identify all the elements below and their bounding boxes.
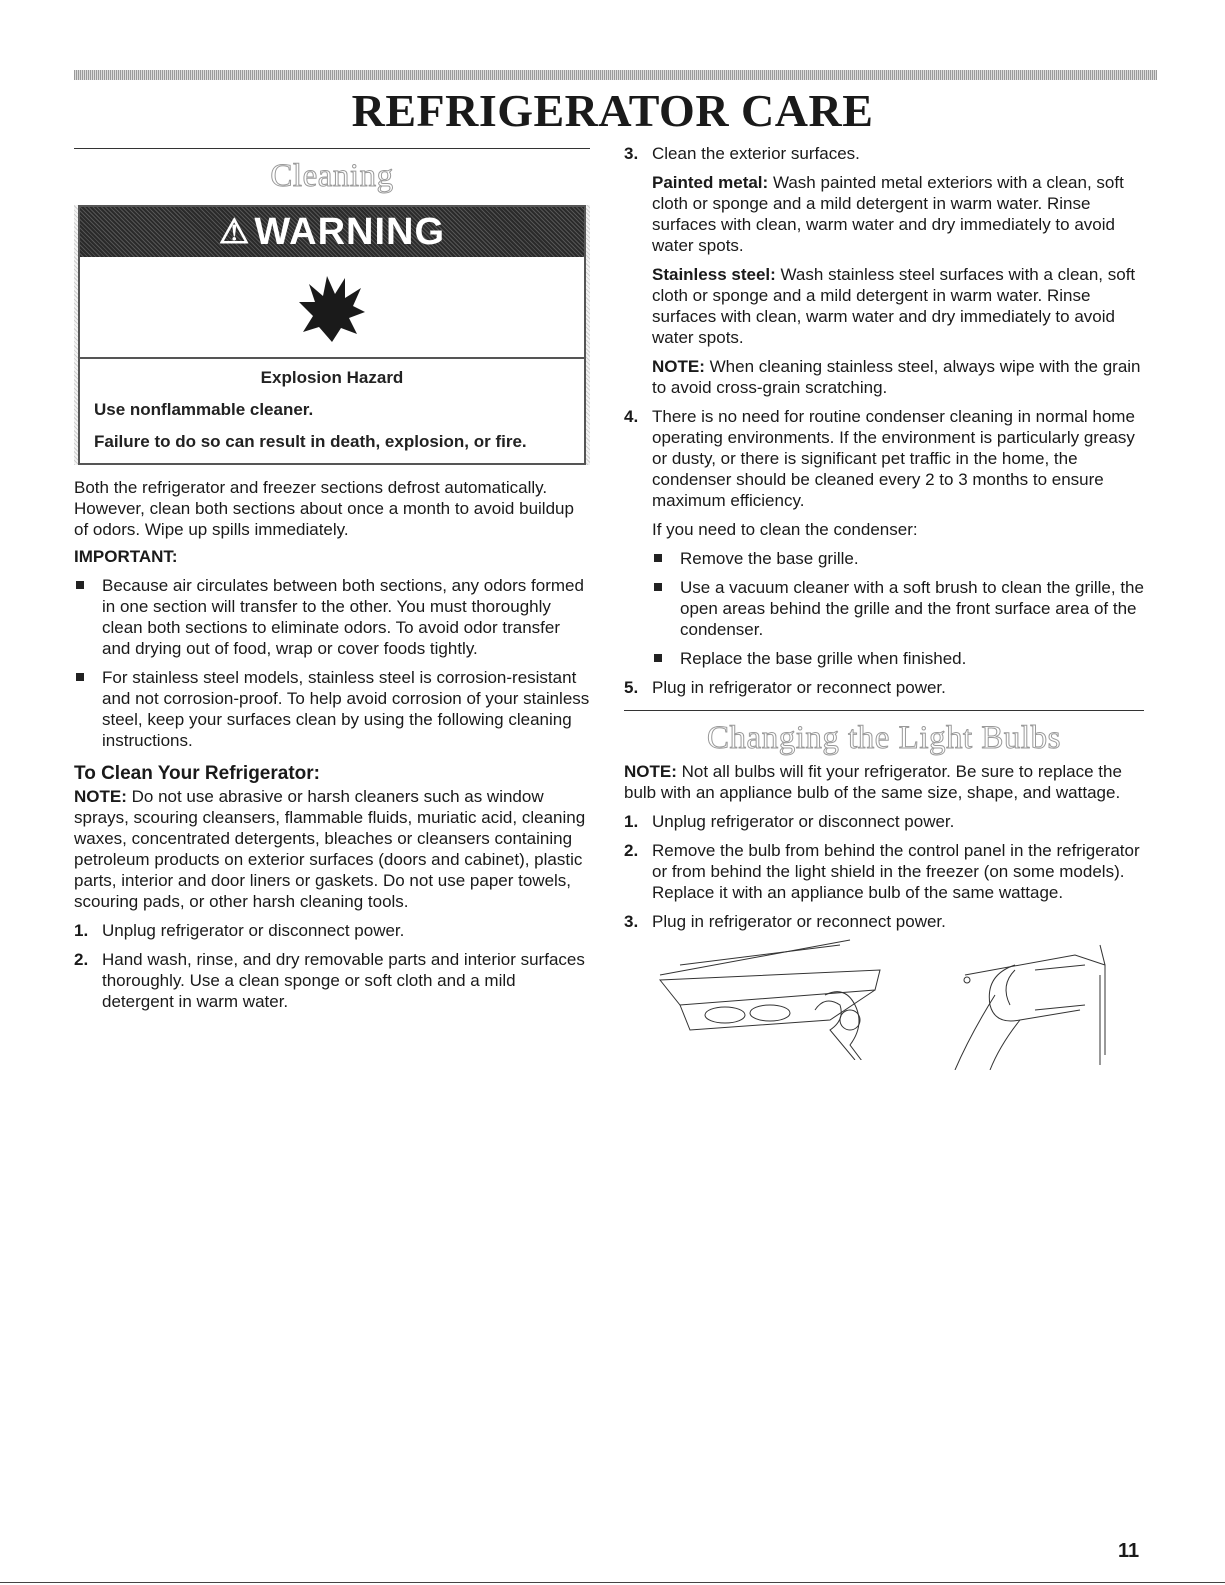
cleaning-heading: Cleaning xyxy=(270,158,394,194)
note-text: Not all bulbs will fit your refrigerator. Be sure to replace the bulb with an appliance bulb of the same size, shape, and wattage. xyxy=(624,762,1122,802)
warning-box xyxy=(78,205,586,465)
warning-text xyxy=(80,359,584,463)
step-item xyxy=(74,949,590,1012)
control-panel-bulb-illustration xyxy=(650,935,890,1060)
note-text: Do not use abrasive or harsh cleaners such as window sprays, scouring cleansers, flammable fluids, muriatic acid, cleaning waxes, concentrated detergents, bleaches or cleansers containing petroleum products on exterior surfaces (doors and cabinet), plastic parts, interior and door liners or gaskets. Do not use paper towels, scouring pads, or other harsh cleaning tools. xyxy=(74,787,586,911)
explosion-icon xyxy=(297,272,367,342)
note-text: When cleaning stainless steel, always wipe with the grain to avoid cross-grain scratching. xyxy=(652,357,1141,397)
step-number: 4. xyxy=(624,407,639,426)
light-bulbs-heading: Changing the Light Bulbs xyxy=(707,720,1061,756)
note-label: NOTE: xyxy=(624,762,677,781)
step-text: Clean the exterior surfaces. xyxy=(652,144,860,163)
section-rule xyxy=(624,710,1144,711)
warning-line-1: Use nonflammable cleaner. xyxy=(94,400,314,419)
cleaning-steps-continued xyxy=(624,143,1144,698)
stainless-steel-label: Stainless steel: xyxy=(652,265,776,284)
light-shield-bulb-illustration xyxy=(925,935,1125,1070)
note-label: NOTE: xyxy=(652,357,705,376)
step-item xyxy=(74,920,590,941)
right-column xyxy=(624,143,1144,932)
step-item xyxy=(624,143,1144,398)
warning-line-2: Failure to do so can result in death, explosion, or fire. xyxy=(94,432,527,451)
step-number: 1. xyxy=(74,921,89,940)
step-item xyxy=(624,840,1144,903)
page-number: 11 xyxy=(1118,1540,1140,1562)
light-bulb-steps xyxy=(624,811,1144,932)
cleaning-steps xyxy=(74,920,590,1012)
cleaning-note xyxy=(74,786,590,912)
step-number: 2. xyxy=(74,950,89,969)
step-text: Remove the bulb from behind the control panel in the refrigerator or from behind the light shield in the freezer (on some models). Replace it with an appliance bulb of the same wattage. xyxy=(652,841,1140,902)
warning-frame xyxy=(74,205,590,465)
painted-metal-label: Painted metal: xyxy=(652,173,769,192)
step-number: 3. xyxy=(624,144,639,163)
list-item: Remove the base grille. xyxy=(652,548,1144,569)
stainless-steel-paragraph xyxy=(652,264,1144,348)
step-item xyxy=(624,911,1144,932)
painted-metal-text: Wash painted metal exteriors with a clean, soft cloth or sponge and a mild detergent in warm water. Rinse surfaces with clean, warm water and dry immediately to avoid water spots. xyxy=(652,173,1124,255)
to-clean-heading: To Clean Your Refrigerator: xyxy=(74,763,320,784)
list-item: Because air circulates between both sections, any odors formed in one section will transfer to the other. You must thoroughly clean both sections to eliminate odors. To avoid odor transfer and drying out of food, wrap or cover foods tightly. xyxy=(74,575,590,659)
cleaning-intro: Both the refrigerator and freezer sections defrost automatically. However, clean both sections about once a month to avoid buildup of odors. Wipe up spills immediately. xyxy=(74,478,574,539)
header-rule xyxy=(74,70,1157,80)
step-number: 3. xyxy=(624,912,639,931)
step-text: Unplug refrigerator or disconnect power. xyxy=(102,921,405,940)
step-text: There is no need for routine condenser cleaning in normal home operating environments. If the environment is particularly greasy or dusty, or there is significant pet traffic in the home, the condenser should be cleaned every 2 to 3 months to ensure maximum efficiency. xyxy=(652,407,1135,510)
condenser-list xyxy=(652,548,1144,669)
note-label: NOTE: xyxy=(74,787,127,806)
step-text: Plug in refrigerator or reconnect power. xyxy=(652,912,946,931)
step-item xyxy=(624,406,1144,669)
light-bulbs-note xyxy=(624,761,1144,803)
hazard-title: Explosion Hazard xyxy=(260,368,404,387)
list-item: Replace the base grille when finished. xyxy=(652,648,1144,669)
warning-label: WARNING xyxy=(254,210,446,253)
step-item xyxy=(624,811,1144,832)
warning-header xyxy=(80,207,584,257)
bottom-rule xyxy=(0,1582,1225,1583)
step-item xyxy=(624,677,1144,698)
list-item: For stainless steel models, stainless steel is corrosion-resistant and not corrosion-proof. To help avoid corrosion of your stainless steel, keep your surfaces clean by using the following cleaning instructions. xyxy=(74,667,590,751)
step-text: Unplug refrigerator or disconnect power. xyxy=(652,812,955,831)
list-item: Use a vacuum cleaner with a soft brush to clean the grille, the open areas behind the grille and the front surface area of the condenser. xyxy=(652,577,1144,640)
left-column xyxy=(74,148,590,1012)
painted-metal-paragraph xyxy=(652,172,1144,256)
stainless-steel-text: Wash stainless steel surfaces with a clean, soft cloth or sponge and a mild detergent in warm water. Rinse surfaces with clean, warm water and dry immediately to avoid water spots. xyxy=(652,265,1136,347)
condenser-intro: If you need to clean the condenser: xyxy=(652,520,918,539)
important-label: IMPORTANT: xyxy=(74,547,178,566)
warning-icon-area xyxy=(80,257,584,359)
warning-triangle-icon: ⚠ xyxy=(218,212,251,251)
stainless-note xyxy=(652,356,1144,398)
step-number: 5. xyxy=(624,678,639,697)
page-title: REFRIGERATOR CARE xyxy=(351,85,874,136)
step-text: Hand wash, rinse, and dry removable parts and interior surfaces thoroughly. Use a clean sponge or soft cloth and a mild detergent in warm water. xyxy=(102,950,585,1011)
step-text: Plug in refrigerator or reconnect power. xyxy=(652,678,946,697)
step-number: 2. xyxy=(624,841,639,860)
section-rule xyxy=(74,148,590,149)
step-number: 1. xyxy=(624,812,639,831)
important-list xyxy=(74,575,590,751)
